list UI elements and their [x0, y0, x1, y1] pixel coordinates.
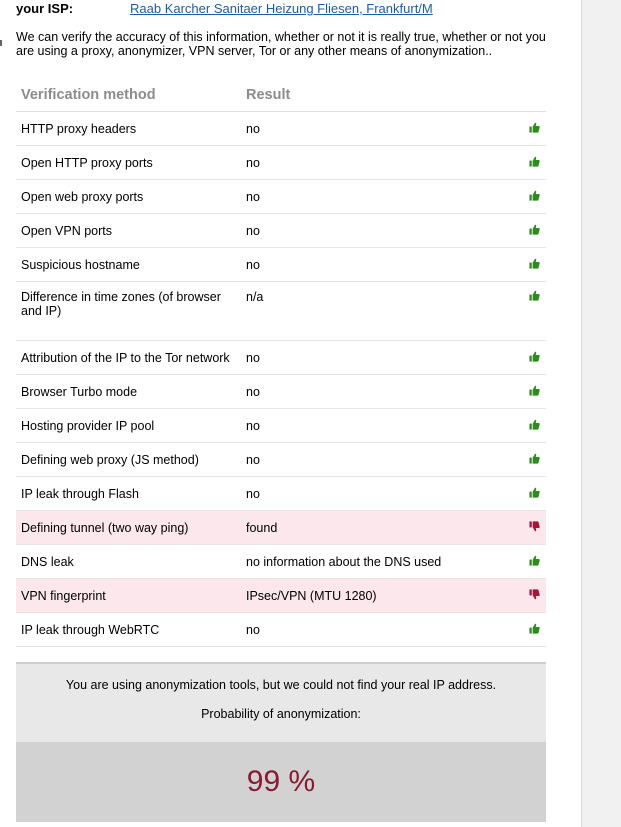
thumbs-up-icon: [529, 623, 540, 637]
probability-label: Probability of anonymization:: [201, 707, 361, 721]
page-scroll-gutter: [581, 0, 621, 827]
result-cell: found: [241, 511, 506, 545]
status-cell: [506, 341, 546, 375]
summary-message: You are using anonymization tools, but we could not find your real IP address.: [65, 678, 497, 692]
thumbs-up-icon: [529, 487, 540, 501]
status-cell: [506, 511, 546, 545]
table-row: [16, 341, 546, 375]
method-cell: Defining web proxy (JS method): [16, 443, 241, 477]
result-cell: no: [241, 180, 506, 214]
table-row: [16, 409, 546, 443]
result-cell: no: [241, 409, 506, 443]
thumbs-up-icon: [529, 190, 540, 204]
method-cell: DNS leak: [16, 545, 241, 579]
table-row: [16, 282, 546, 341]
thumbs-up-icon: [529, 453, 540, 467]
status-cell: [506, 579, 546, 613]
header-status: [506, 79, 546, 112]
status-cell: [506, 282, 546, 341]
method-cell: HTTP proxy headers: [16, 112, 241, 146]
table-row: [16, 477, 546, 511]
method-cell: Suspicious hostname: [16, 248, 241, 282]
probability-panel: [16, 742, 546, 822]
thumbs-down-icon: [529, 521, 540, 535]
left-edge-mark: [0, 40, 2, 46]
status-cell: [506, 112, 546, 146]
header-method: Verification method: [16, 79, 241, 112]
table-row: [16, 545, 546, 579]
method-cell: IP leak through Flash: [16, 477, 241, 511]
result-cell: no information about the DNS used: [241, 545, 506, 579]
method-cell: Defining tunnel (two way ping): [16, 511, 241, 545]
table-row: [16, 511, 546, 545]
result-cell: no: [241, 248, 506, 282]
table-row: [16, 375, 546, 409]
table-row: [16, 112, 546, 146]
result-cell: no: [241, 214, 506, 248]
verification-rows: [16, 112, 546, 647]
table-row: [16, 214, 546, 248]
status-cell: [506, 214, 546, 248]
isp-label: your ISP:: [16, 1, 74, 16]
result-cell: no: [241, 613, 506, 647]
thumbs-up-icon: [529, 555, 540, 569]
verification-table: [16, 79, 546, 647]
table-row: [16, 180, 546, 214]
result-cell: n/a: [241, 282, 506, 341]
method-cell: Hosting provider IP pool: [16, 409, 241, 443]
status-cell: [506, 146, 546, 180]
status-cell: [506, 443, 546, 477]
table-row: [16, 579, 546, 613]
thumbs-up-icon: [529, 290, 540, 304]
method-cell: Attribution of the IP to the Tor network: [16, 341, 241, 375]
table-row: [16, 613, 546, 647]
isp-link[interactable]: Raab Karcher Sanitaer Heizung Fliesen, Frankfurt/M: [130, 1, 433, 16]
table-header-row: [16, 79, 546, 112]
method-cell: Open web proxy ports: [16, 180, 241, 214]
result-cell: no: [241, 146, 506, 180]
thumbs-down-icon: [529, 589, 540, 603]
thumbs-up-icon: [529, 258, 540, 272]
thumbs-up-icon: [529, 156, 540, 170]
status-cell: [506, 545, 546, 579]
status-cell: [506, 248, 546, 282]
result-cell: no: [241, 341, 506, 375]
status-cell: [506, 613, 546, 647]
result-cell: no: [241, 477, 506, 511]
table-row: [16, 146, 546, 180]
status-cell: [506, 409, 546, 443]
method-cell: Difference in time zones (of browser and IP): [16, 282, 241, 341]
method-cell: VPN fingerprint: [16, 579, 241, 613]
result-box: [16, 662, 546, 822]
thumbs-up-icon: [529, 224, 540, 238]
result-cell: no: [241, 443, 506, 477]
verification-note: We can verify the accuracy of this information, whether or not it is really true, whether or not you are using a proxy, anonymizer, VPN server, Tor or any other means of anonymization..: [16, 30, 546, 58]
probability-value: 99 %: [246, 765, 316, 798]
result-cell: no: [241, 112, 506, 146]
method-cell: IP leak through WebRTC: [16, 613, 241, 647]
thumbs-up-icon: [529, 351, 540, 365]
table-row: [16, 248, 546, 282]
header-result: Result: [241, 79, 506, 112]
method-cell: Browser Turbo mode: [16, 375, 241, 409]
status-cell: [506, 477, 546, 511]
table-row: [16, 443, 546, 477]
result-cell: no: [241, 375, 506, 409]
result-cell: IPsec/VPN (MTU 1280): [241, 579, 506, 613]
thumbs-up-icon: [529, 385, 540, 399]
status-cell: [506, 375, 546, 409]
method-cell: Open VPN ports: [16, 214, 241, 248]
thumbs-up-icon: [529, 419, 540, 433]
status-cell: [506, 180, 546, 214]
method-cell: Open HTTP proxy ports: [16, 146, 241, 180]
thumbs-up-icon: [529, 122, 540, 136]
